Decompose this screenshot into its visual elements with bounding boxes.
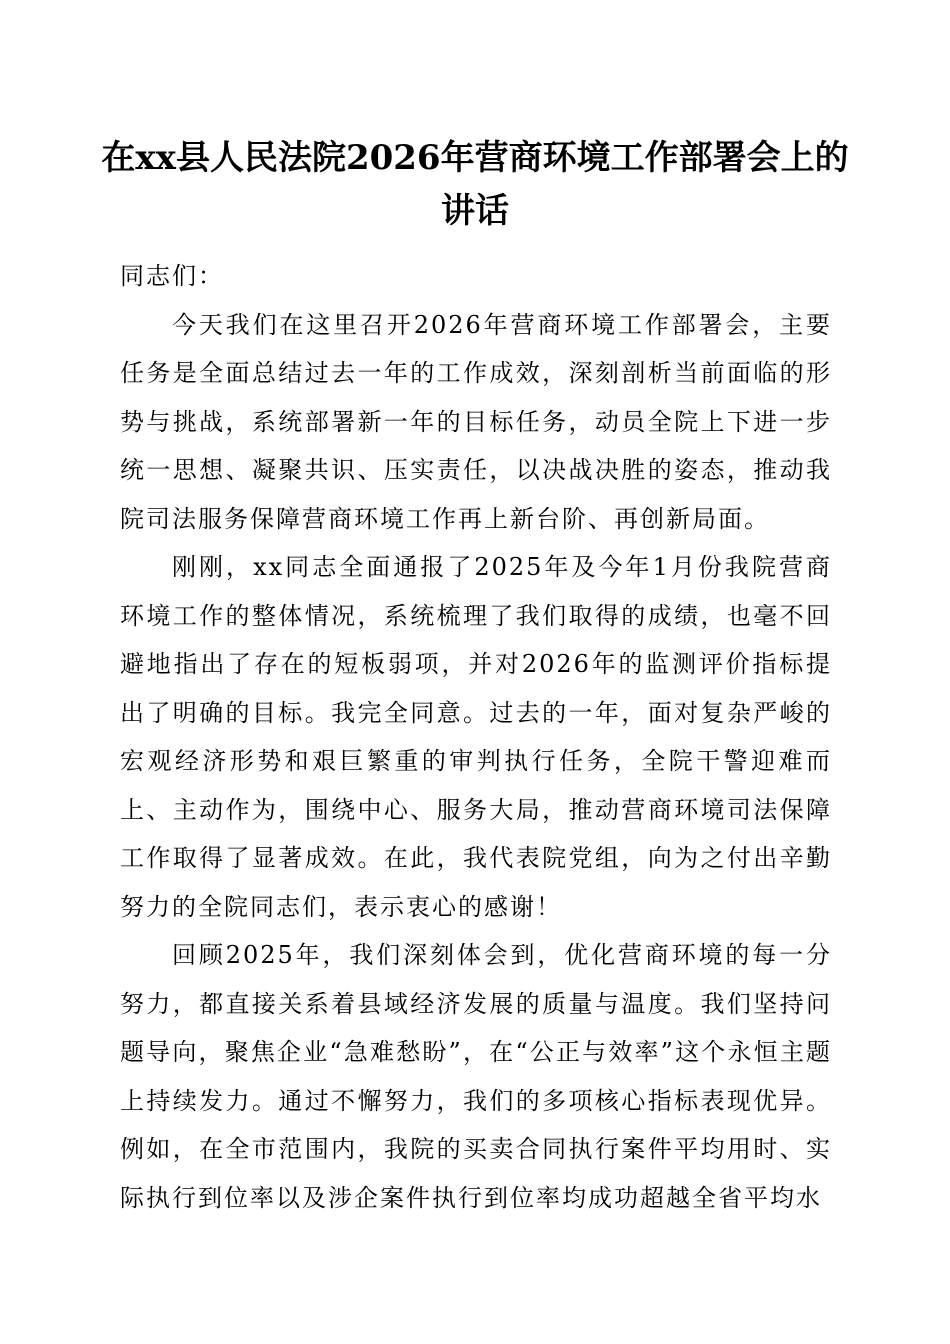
document-title: 在xx县人民法院2026年营商环境工作部署会上的讲话	[101, 138, 849, 231]
paragraph-2: 刚刚，xx同志全面通报了2025年及今年1月份我院营商环境工作的整体情况，系统梳理了我们取得的成绩，也毫不回避地指出了存在的短板弱项，并对2026年的监测评价指标提出了明确的目标。我完全同意。过去的一年，面对复杂严峻的宏观经济形势和艰巨繁重的审判执行任务，全院干警迎难而上、主动作为，围绕中心、服务大局，推动营商环境司法保障工作取得了显著成效。在此，我代表院党组，向为之付出辛勤努力的全院同志们，表示衷心的感谢！	[120, 553, 832, 921]
salutation: 同志们：	[120, 262, 224, 290]
paragraph-1: 今天我们在这里召开2026年营商环境工作部署会，主要任务是全面总结过去一年的工作成效，深刻剖析当前面临的形势与挑战，系统部署新一年的目标任务，动员全院上下进一步统一思想、凝聚共识、压实责任，以决战决胜的姿态，推动我院司法服务保障营商环境工作再上新台阶、再创新局面。	[120, 310, 832, 533]
document-body	[120, 252, 832, 1222]
paragraph-3: 回顾2025年，我们深刻体会到，优化营商环境的每一分努力，都直接关系着县域经济发展的质量与温度。我们坚持问题导向，聚焦企业“急难愁盼”，在“公正与效率”这个永恒主题上持续发力。通过不懈努力，我们的多项核心指标表现优异。例如，在全市范围内，我院的买卖合同执行案件平均用时、实际执行到位率以及涉企案件执行到位率均成功超越全省平均水	[120, 941, 832, 1212]
